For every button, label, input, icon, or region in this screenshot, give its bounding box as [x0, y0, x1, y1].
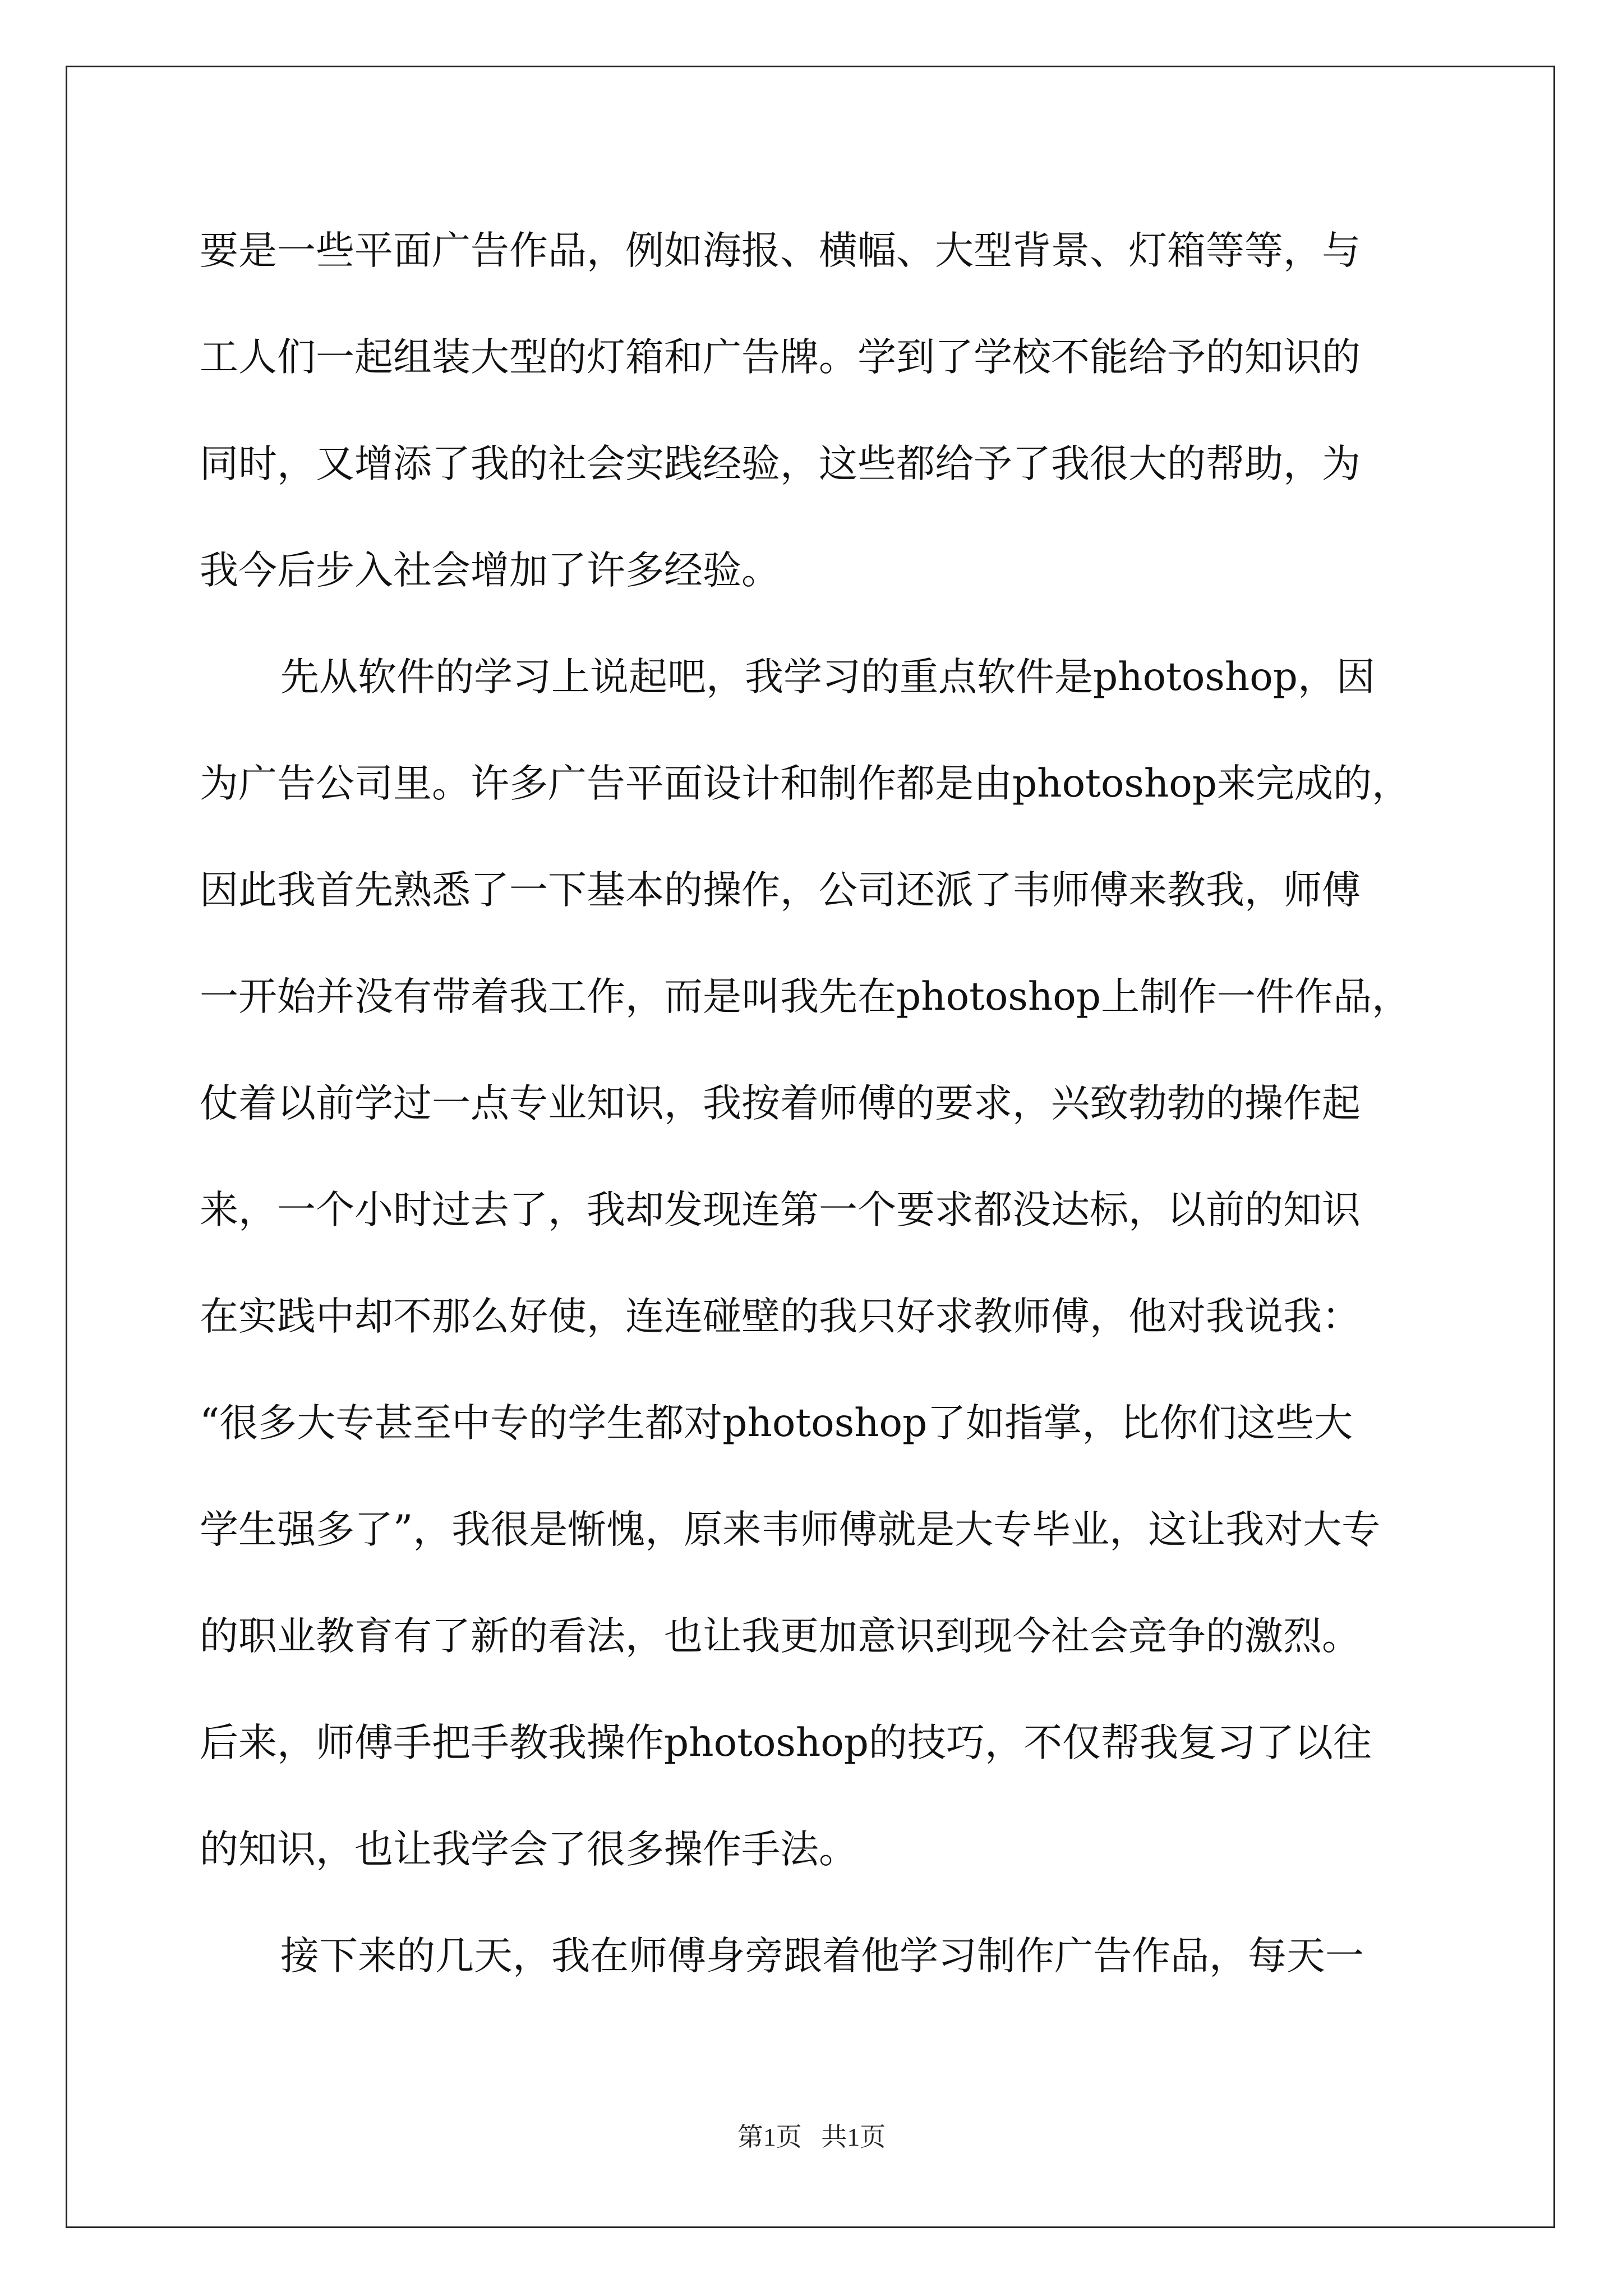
paragraph-line: 后来，师傅手把手教我操作photoshop的技巧，不仅帮我复习了以往 [200, 1720, 1372, 1765]
paragraph-line: 仗着以前学过一点专业知识，我按着师傅的要求，兴致勃勃的操作起 [200, 1081, 1361, 1126]
paragraph-line: 接下来的几天，我在师傅身旁跟着他学习制作广告作品，每天一 [280, 1934, 1364, 1978]
paragraph-line: 因此我首先熟悉了一下基本的操作，公司还派了韦师傅来教我，师傅 [200, 868, 1361, 913]
paragraph-line: 来，一个小时过去了，我却发现连第一个要求都没达标，以前的知识 [200, 1188, 1361, 1232]
paragraph-line: 学生强多了”，我很是惭愧，原来韦师傅就是大专毕业，这让我对大专 [200, 1507, 1381, 1552]
paragraph-line: 在实践中却不那么好使，连连碰壁的我只好求教师傅，他对我说我： [200, 1294, 1361, 1339]
paragraph-line: 的职业教育有了新的看法，也让我更加意识到现今社会竞争的激烈。 [200, 1614, 1361, 1659]
paragraph-line: 先从软件的学习上说起吧，我学习的重点软件是photoshop，因 [280, 655, 1375, 700]
paragraph-line: 要是一些平面广告作品，例如海报、横幅、大型背景、灯箱等等，与 [200, 228, 1361, 273]
paragraph-line: 我今后步入社会增加了许多经验。 [200, 548, 780, 593]
page-border [66, 66, 1555, 2228]
paragraph-line: 为广告公司里。许多广告平面设计和制作都是由photoshop来完成的， [200, 761, 1410, 806]
paragraph-line: “很多大专甚至中专的学生都对photoshop了如指掌，比你们这些大 [200, 1401, 1353, 1446]
paragraph-line: 同时，又增添了我的社会实践经验，这些都给予了我很大的帮助，为 [200, 441, 1361, 486]
paragraph-line: 一开始并没有带着我工作，而是叫我先在photoshop上制作一件作品， [200, 974, 1410, 1019]
page-number-footer: 第1页 共1页 [737, 2123, 886, 2151]
paragraph-line: 的知识，也让我学会了很多操作手法。 [200, 1827, 857, 1872]
paragraph-line: 工人们一起组装大型的灯箱和广告牌。学到了学校不能给予的知识的 [200, 335, 1361, 380]
